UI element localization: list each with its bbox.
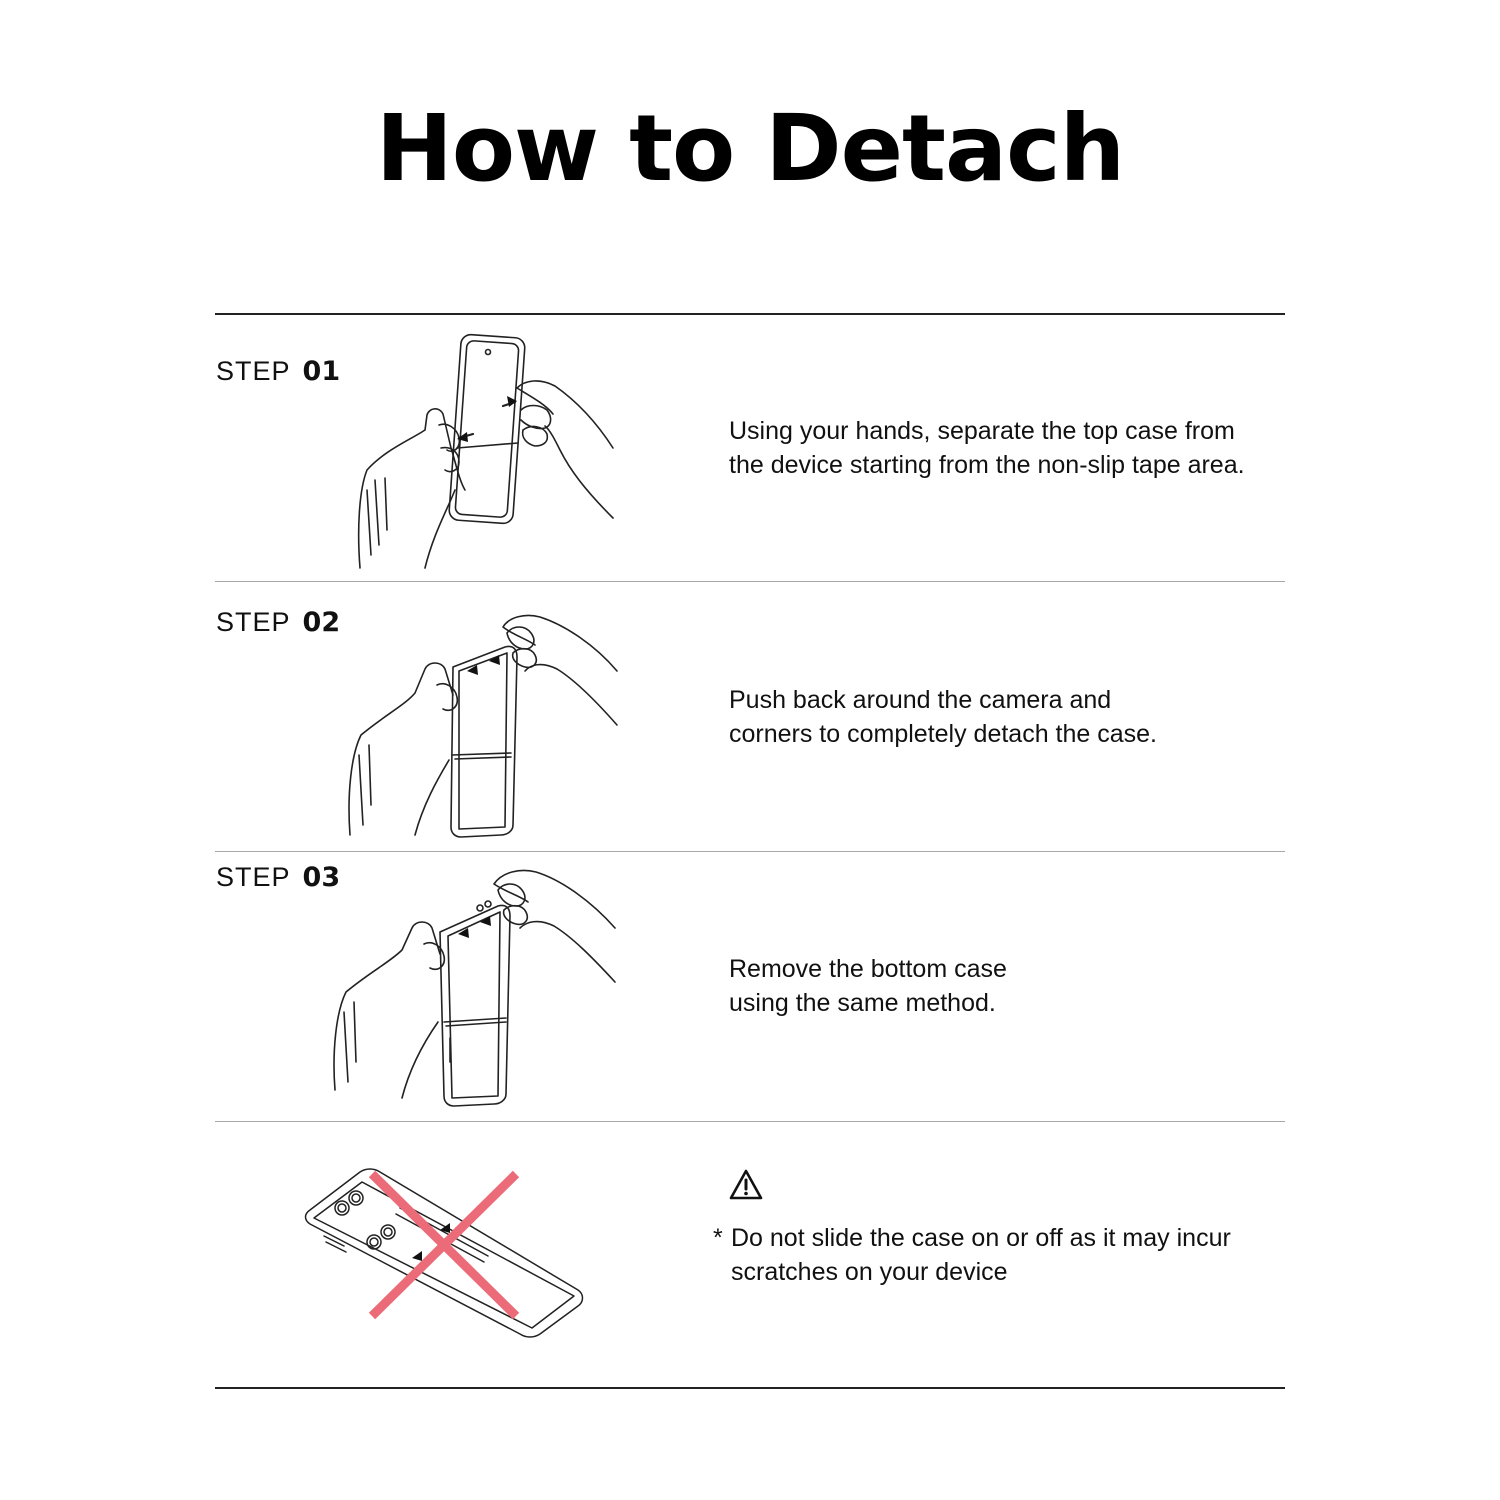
description-line: Remove the bottom case	[729, 955, 1007, 983]
page-title: How to Detach	[375, 95, 1125, 202]
description-line: using the same method.	[729, 989, 996, 1017]
warning-triangle-icon	[728, 1168, 764, 1201]
step-word: STEP	[216, 607, 291, 637]
step-word: STEP	[216, 862, 291, 892]
step-1-description	[729, 414, 1245, 482]
warning-note	[713, 1221, 1231, 1289]
step-2-description	[729, 683, 1157, 751]
step-2-label	[216, 607, 340, 638]
asterisk: *	[713, 1224, 723, 1252]
warning-line: Do not slide the case on or off as it may incur	[731, 1224, 1231, 1252]
step-word: STEP	[216, 356, 291, 386]
step-divider	[215, 851, 1285, 852]
wrong-method-illustration	[300, 1162, 590, 1347]
step-number: 01	[302, 356, 341, 387]
step-3-illustration	[330, 862, 625, 1110]
top-divider	[215, 313, 1285, 315]
bottom-divider	[215, 1387, 1285, 1389]
step-number: 02	[302, 607, 341, 638]
step-1-illustration	[355, 330, 620, 575]
description-line: Push back around the camera and	[729, 686, 1112, 714]
description-line: Using your hands, separate the top case from	[729, 417, 1235, 445]
step-1-label	[216, 356, 340, 387]
warning-line: scratches on your device	[731, 1258, 1008, 1286]
description-line: corners to completely detach the case.	[729, 720, 1158, 748]
description-line: the device starting from the non-slip tape area.	[729, 451, 1245, 479]
step-divider	[215, 581, 1285, 582]
step-3-description	[729, 952, 1007, 1020]
step-3-label	[216, 862, 340, 893]
step-2-illustration	[345, 605, 625, 845]
step-divider	[215, 1121, 1285, 1122]
step-number: 03	[302, 862, 341, 893]
